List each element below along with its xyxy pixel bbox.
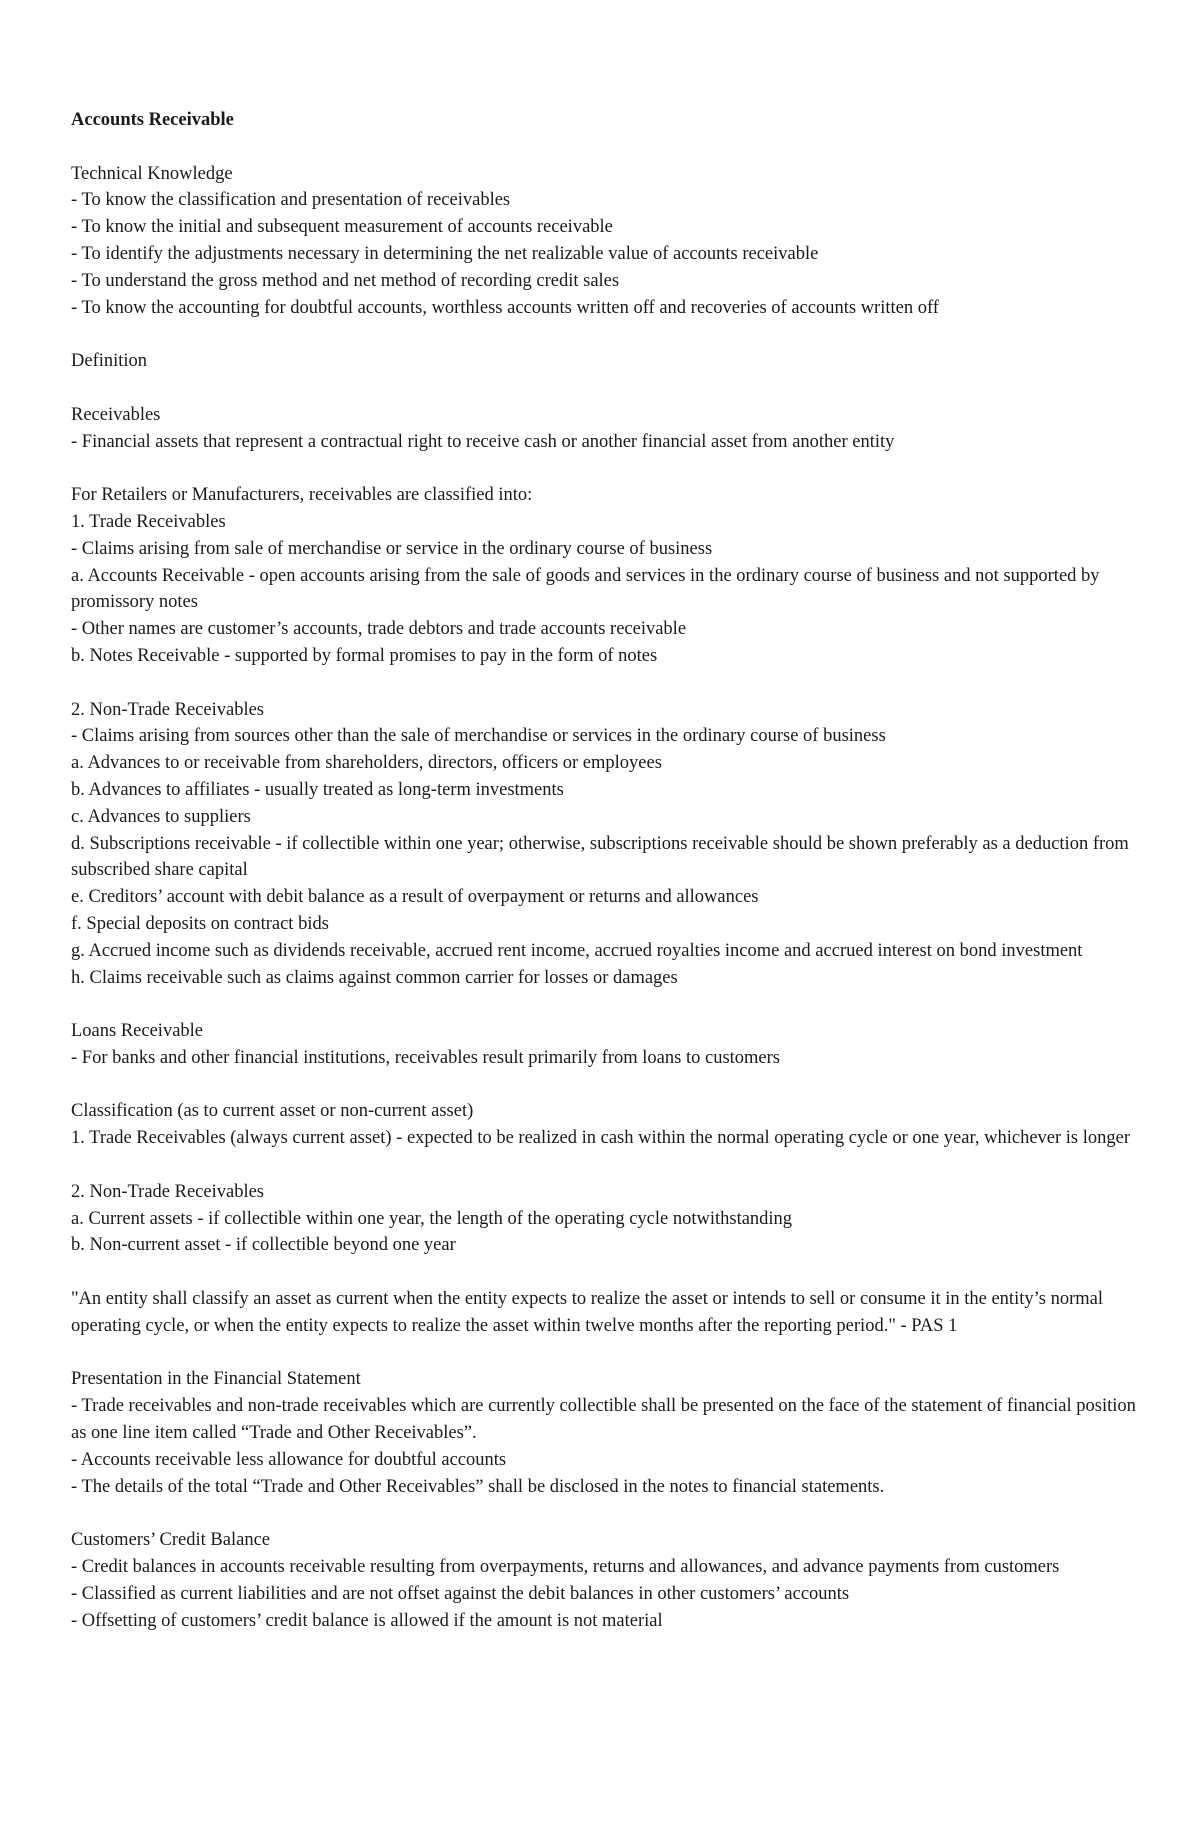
section-text-line: a. Accounts Receivable - open accounts arising from the sale of goods and services in the ordinary course of business and not supported by promissory notes — [71, 565, 1100, 613]
section-text-line: - The details of the total “Trade and Other Receivables” shall be disclosed in the notes to financial statements. — [71, 1476, 885, 1497]
section-text-line: c. Advances to suppliers — [71, 806, 251, 827]
section-block — [71, 1098, 1140, 1152]
section-block — [71, 1179, 1140, 1259]
section-block — [71, 697, 1140, 992]
section-heading-line: Presentation in the Financial Statement — [71, 1369, 361, 1390]
section-text-line: - For banks and other financial institutions, receivables result primarily from loans to customers — [71, 1047, 780, 1068]
section-heading-line: Loans Receivable — [71, 1021, 204, 1042]
section-text-line: b. Advances to affiliates - usually treated as long-term investments — [71, 779, 564, 800]
spacer — [71, 375, 1140, 402]
section-block — [71, 1018, 1140, 1072]
spacer — [71, 1340, 1140, 1367]
section-text-line: - Classified as current liabilities and are not offset against the debit balances in other customers’ accounts — [71, 1583, 850, 1604]
section-text-line: - Offsetting of customers’ credit balance is allowed if the amount is not material — [71, 1610, 663, 1631]
document-title: Accounts Receivable — [71, 110, 234, 130]
section-text-line: g. Accrued income such as dividends receivable, accrued rent income, accrued royalties income and accrued interest on bond investment — [71, 940, 1083, 961]
section-text-line: f. Special deposits on contract bids — [71, 913, 329, 934]
section-heading-line: Definition — [71, 351, 148, 372]
spacer — [71, 455, 1140, 482]
spacer — [71, 1500, 1140, 1527]
section-block — [71, 161, 1140, 322]
section-text-line: - Trade receivables and non-trade receivables which are currently collectible shall be presented on the face of the statement of financial position as one line item called “Trade and Other Receivables”. — [71, 1396, 1136, 1444]
section-text-line: - To identify the adjustments necessary in determining the net realizable value of accounts receivable — [71, 243, 819, 264]
section-text-line: - Accounts receivable less allowance for doubtful accounts — [71, 1449, 507, 1470]
section-text-line: - Financial assets that represent a contractual right to receive cash or another financial asset from another entity — [71, 431, 895, 452]
spacer — [71, 1152, 1140, 1179]
section-text-line: - Claims arising from sale of merchandise or service in the ordinary course of business — [71, 538, 713, 559]
section-block — [71, 1527, 1140, 1634]
section-text-line: - To know the classification and presentation of receivables — [71, 190, 511, 211]
section-heading-line: 2. Non-Trade Receivables — [71, 699, 265, 720]
section-text-line: - To know the accounting for doubtful accounts, worthless accounts written off and recoveries of accounts written off — [71, 297, 939, 318]
section-heading-line: "An entity shall classify an asset as current when the entity expects to realize the asset or intends to sell or consume it in the entity’s normal operating cycle, or when the entity expects to realize the asset within twelve months after the reporting period." - PAS 1 — [71, 1289, 1103, 1336]
spacer — [71, 991, 1140, 1018]
section-text-line: 1. Trade Receivables — [71, 511, 226, 532]
section-text-line: a. Advances to or receivable from shareholders, directors, officers or employees — [71, 753, 662, 774]
spacer — [71, 670, 1140, 697]
section-text-line: - Other names are customer’s accounts, trade debtors and trade accounts receivable — [71, 619, 687, 640]
spacer — [71, 321, 1140, 348]
spacer — [71, 1072, 1140, 1099]
section-text-line: d. Subscriptions receivable - if collectible within one year; otherwise, subscriptions receivable should be shown preferably as a deduction from subscribed share capital — [71, 833, 1129, 881]
section-text-line: - To understand the gross method and net method of recording credit sales — [71, 270, 620, 291]
section-text-line: - Credit balances in accounts receivable resulting from overpayments, returns and allowances, and advance payments from customers — [71, 1557, 1060, 1578]
section-heading-line: Classification (as to current asset or non-current asset) — [71, 1101, 474, 1122]
section-text-line: - Claims arising from sources other than the sale of merchandise or services in the ordinary course of business — [71, 726, 886, 747]
section-heading-line: Technical Knowledge — [71, 163, 233, 184]
section-block — [71, 1366, 1140, 1500]
section-block — [71, 402, 1140, 456]
section-heading-line: For Retailers or Manufacturers, receivables are classified into: — [71, 485, 533, 506]
section-text-line: e. Creditors’ account with debit balance as a result of overpayment or returns and allowances — [71, 887, 759, 908]
spacer — [71, 134, 1140, 161]
section-block — [71, 348, 1140, 375]
document-body — [71, 161, 1140, 1635]
section-text-line: - To know the initial and subsequent measurement of accounts receivable — [71, 217, 613, 238]
section-text-line: h. Claims receivable such as claims against common carrier for losses or damages — [71, 967, 678, 988]
section-text-line: 1. Trade Receivables (always current asset) - expected to be realized in cash within the normal operating cycle or one year, whichever is longer — [71, 1128, 1131, 1149]
section-block — [71, 1286, 1140, 1340]
section-heading-line: Receivables — [71, 404, 161, 425]
section-text-line: a. Current assets - if collectible within one year, the length of the operating cycle notwithstanding — [71, 1208, 793, 1229]
section-heading-line: Customers’ Credit Balance — [71, 1530, 270, 1551]
section-block — [71, 482, 1140, 670]
section-text-line: b. Notes Receivable - supported by formal promises to pay in the form of notes — [71, 645, 658, 666]
section-heading-line: 2. Non-Trade Receivables — [71, 1181, 265, 1202]
section-text-line: b. Non-current asset - if collectible beyond one year — [71, 1235, 456, 1256]
spacer — [71, 1259, 1140, 1286]
